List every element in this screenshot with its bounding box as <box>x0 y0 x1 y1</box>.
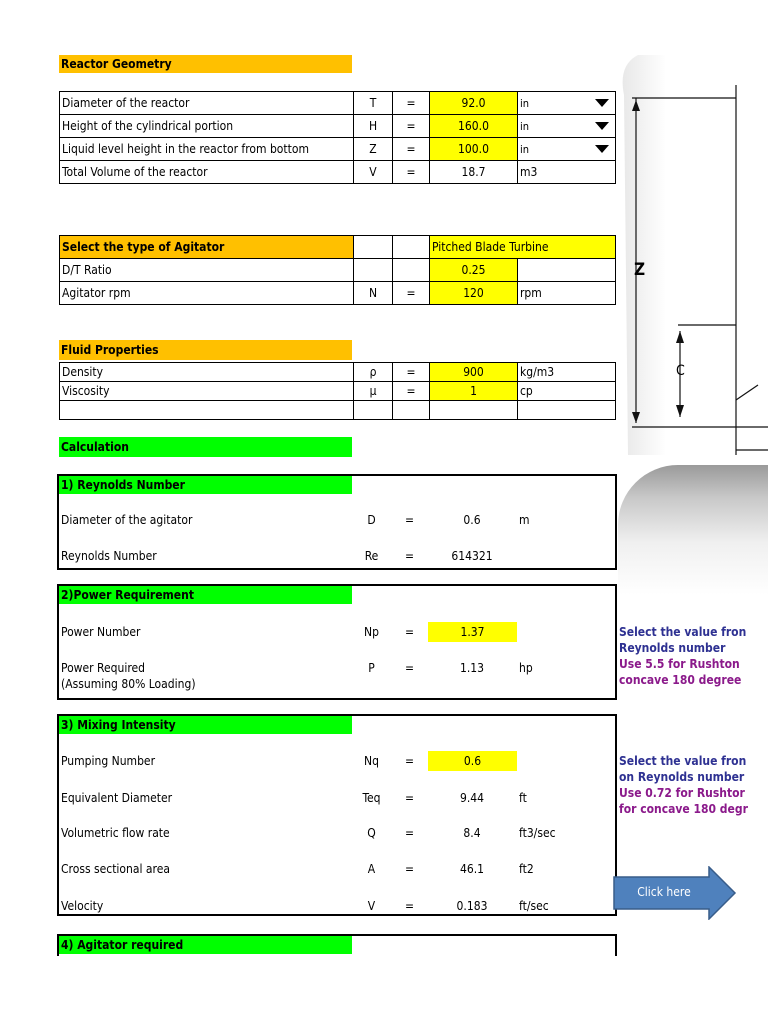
row-symbol: N <box>354 282 393 305</box>
row-symbol: μ <box>354 382 393 401</box>
row-label: Diameter of the agitator <box>61 513 193 527</box>
table-row <box>60 161 616 184</box>
power-header: 2)Power Requirement <box>59 586 352 604</box>
mixing-header: 3) Mixing Intensity <box>59 716 352 734</box>
row-symbol: Q <box>367 826 376 840</box>
table-row <box>60 282 616 305</box>
note-line: Select the value fron <box>619 754 747 768</box>
dropdown-arrow-icon[interactable] <box>595 122 609 130</box>
unit-value: rpm <box>518 282 616 305</box>
diagram-label-z: Z <box>634 260 646 280</box>
power-required-value: 1.13 <box>459 661 485 675</box>
row-symbol <box>354 259 393 282</box>
reynolds-number-value: 614321 <box>451 549 493 563</box>
agitator-required-header: 4) Agitator required <box>59 936 352 954</box>
click-here-label[interactable]: Click here <box>637 885 691 899</box>
total-volume-value: 18.7 <box>430 161 518 184</box>
unit-value: kg/m3 <box>518 363 616 382</box>
row-equals: = <box>393 161 430 184</box>
row-symbol: P <box>368 661 375 675</box>
row-equals: = <box>404 549 415 563</box>
reactor-diagram <box>618 55 768 455</box>
row-label: Power Required <box>61 661 145 675</box>
row-label: Power Number <box>61 625 141 639</box>
row-equals: = <box>404 754 415 768</box>
power-note <box>619 624 768 688</box>
row-equals: = <box>404 826 415 840</box>
row-label: Density <box>60 363 354 382</box>
calculation-header: Calculation <box>59 437 352 457</box>
fluid-properties-table <box>59 362 616 420</box>
row-equals: = <box>393 363 430 382</box>
row-equals: = <box>404 661 415 675</box>
diagram-label-c: C <box>676 363 685 379</box>
unit-dropdown[interactable] <box>518 138 616 161</box>
row-label: Viscosity <box>60 382 354 401</box>
row-equals: = <box>393 92 430 115</box>
unit-value: in <box>520 96 530 110</box>
table-row <box>60 115 616 138</box>
viscosity-input[interactable]: 1 <box>430 382 518 401</box>
reactor-geometry-table <box>59 91 616 184</box>
dropdown-arrow-icon[interactable] <box>595 145 609 153</box>
row-equals: = <box>393 282 430 305</box>
agitator-type-select[interactable]: Pitched Blade Turbine <box>430 236 616 259</box>
row-symbol: A <box>367 862 376 876</box>
dt-ratio-input[interactable]: 0.25 <box>430 259 518 282</box>
unit-value: cp <box>518 382 616 401</box>
unit-value: ft2 <box>519 862 534 876</box>
row-symbol: Teq <box>362 791 381 805</box>
flow-rate-value: 8.4 <box>463 826 481 840</box>
dropdown-arrow-icon[interactable] <box>595 99 609 107</box>
row-equals: = <box>404 513 415 527</box>
row-symbol: Z <box>354 138 393 161</box>
equivalent-diameter-value: 9.44 <box>459 791 485 805</box>
row-label: Pumping Number <box>61 754 156 768</box>
row-equals: = <box>393 382 430 401</box>
reynolds-header: 1) Reynolds Number <box>59 476 352 494</box>
pumping-number-input[interactable]: 0.6 <box>428 751 517 771</box>
unit-value: m <box>519 513 530 527</box>
mixing-note <box>619 753 768 817</box>
table-row <box>60 138 616 161</box>
row-label: Diameter of the reactor <box>60 92 354 115</box>
fluid-properties-header: Fluid Properties <box>59 340 352 360</box>
mixing-section <box>57 714 617 916</box>
row-equals: = <box>404 791 415 805</box>
row-symbol: V <box>367 899 376 913</box>
table-row <box>60 259 616 282</box>
note-line: for concave 180 degr <box>619 802 748 816</box>
density-input[interactable]: 900 <box>430 363 518 382</box>
row-symbol: V <box>354 161 393 184</box>
table-row <box>60 236 616 259</box>
row-symbol: Np <box>364 625 379 639</box>
velocity-value: 0.183 <box>456 899 488 913</box>
row-label: Liquid level height in the reactor from bottom <box>60 138 354 161</box>
agitator-table <box>59 235 616 305</box>
row-label: Total Volume of the reactor <box>60 161 354 184</box>
cross-section-area-value: 46.1 <box>459 862 485 876</box>
table-row <box>60 363 616 382</box>
table-row <box>60 92 616 115</box>
note-line: Use 5.5 for Rushton <box>619 657 740 671</box>
note-line: concave 180 degree <box>619 673 742 687</box>
agitator-diameter-value: 0.6 <box>463 513 481 527</box>
unit-value: m3 <box>518 161 616 184</box>
unit-value: in <box>520 119 530 133</box>
unit-value: ft/sec <box>519 899 549 913</box>
unit-value: in <box>520 142 530 156</box>
note-line: on Reynolds number <box>619 770 745 784</box>
row-label: Agitator rpm <box>60 282 354 305</box>
row-symbol: Nq <box>364 754 379 768</box>
row-label: Velocity <box>61 899 104 913</box>
row-label: Height of the cylindrical portion <box>60 115 354 138</box>
table-row <box>60 382 616 401</box>
row-symbol: Re <box>364 549 379 563</box>
row-symbol: D <box>367 513 376 527</box>
row-label: Reynolds Number <box>61 549 157 563</box>
power-number-input[interactable]: 1.37 <box>428 622 517 642</box>
agitator-type-label: Select the type of Agitator <box>60 236 354 259</box>
row-symbol: H <box>354 115 393 138</box>
row-equals: = <box>404 899 415 913</box>
reactor-geometry-header: Reactor Geometry <box>59 55 352 73</box>
liquid-level-input[interactable]: 100.0 <box>430 138 518 161</box>
row-equals: = <box>404 625 415 639</box>
row-equals: = <box>404 862 415 876</box>
row-label: Volumetric flow rate <box>61 826 170 840</box>
unit-value: ft <box>519 791 527 805</box>
row-equals: = <box>393 138 430 161</box>
row-label: D/T Ratio <box>60 259 354 282</box>
note-line: Select the value fron <box>619 625 747 639</box>
power-required-label <box>61 660 196 692</box>
unit-value: hp <box>519 661 533 675</box>
row-label-note: (Assuming 80% Loading) <box>61 677 196 691</box>
agitator-rpm-input[interactable]: 120 <box>430 282 518 305</box>
note-line: Use 0.72 for Rushtor <box>619 786 745 800</box>
row-symbol: ρ <box>354 363 393 382</box>
row-label: Cross sectional area <box>61 862 170 876</box>
unit-value <box>518 259 616 282</box>
reactor-diagram-drawing <box>618 55 768 455</box>
diameter-input[interactable]: 92.0 <box>430 92 518 115</box>
row-equals: = <box>393 115 430 138</box>
row-label: Equivalent Diameter <box>61 791 173 805</box>
diagram-shadow <box>618 465 768 595</box>
table-row <box>60 401 616 420</box>
height-input[interactable]: 160.0 <box>430 115 518 138</box>
row-equals <box>393 259 430 282</box>
unit-value: ft3/sec <box>519 826 556 840</box>
note-line: Reynolds number <box>619 641 726 655</box>
unit-dropdown[interactable] <box>518 92 616 115</box>
row-symbol: T <box>354 92 393 115</box>
unit-dropdown[interactable] <box>518 115 616 138</box>
